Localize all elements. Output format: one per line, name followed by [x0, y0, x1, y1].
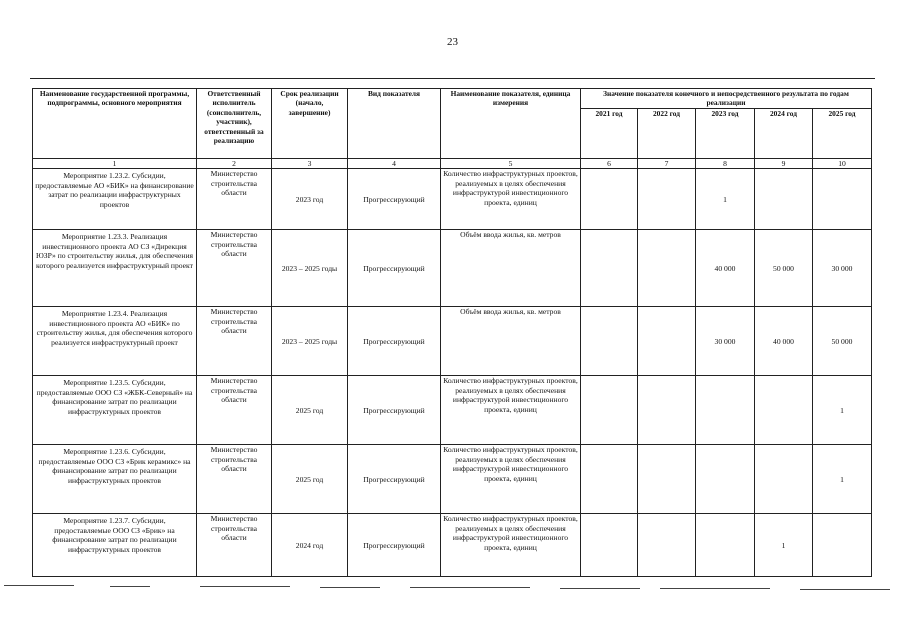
header-year: 2021 год [581, 109, 638, 159]
row-term: 2025 год [272, 445, 348, 514]
row-value-2023: 30 000 [696, 307, 755, 376]
row-value-2024 [755, 376, 813, 445]
row-name: Мероприятие 1.23.7. Субсидии, предоставляемые ООО СЗ «Брик» на финансирование затрат по реализации инфраструктурных проектов [33, 514, 197, 577]
row-value-2022 [638, 230, 696, 307]
header-term: Срок реализации (начало, завершение) [272, 89, 348, 159]
row-indicator: Объём ввода жилья, кв. метров [441, 307, 581, 376]
row-value-2025 [813, 514, 872, 577]
column-index: 9 [755, 159, 813, 169]
row-value-2024: 50 000 [755, 230, 813, 307]
row-value-2025 [813, 169, 872, 230]
row-term: 2024 год [272, 514, 348, 577]
row-value-2025: 30 000 [813, 230, 872, 307]
row-name: Мероприятие 1.23.3. Реализация инвестиционного проекта АО СЗ «Дирекция ЮЗР» по строительству жилья, для обеспечения которого реализуется инфраструктурный проект [33, 230, 197, 307]
indicators-table [32, 88, 872, 577]
row-term: 2023 – 2025 годы [272, 307, 348, 376]
header-indicator: Наименование показателя, единица измерения [441, 89, 581, 159]
row-indicator: Объём ввода жилья, кв. метров [441, 230, 581, 307]
row-value-2021 [581, 307, 638, 376]
row-executor: Министерство строительства области [197, 445, 272, 514]
column-index: 7 [638, 159, 696, 169]
page-number: 23 [447, 36, 458, 48]
row-value-2024: 1 [755, 514, 813, 577]
column-index: 5 [441, 159, 581, 169]
row-indicator: Количество инфраструктурных проектов, реализуемых в целях обеспечения инфраструктурой инвестиционного проекта, единиц [441, 514, 581, 577]
row-type: Прогрессирующий [348, 376, 441, 445]
row-term: 2025 год [272, 376, 348, 445]
row-name: Мероприятие 1.23.4. Реализация инвестиционного проекта АО «БИК» по строительству жилья, для обеспечения которого реализуется инфраструктурный проект [33, 307, 197, 376]
row-executor: Министерство строительства области [197, 514, 272, 577]
column-index: 8 [696, 159, 755, 169]
column-index: 2 [197, 159, 272, 169]
row-value-2021 [581, 376, 638, 445]
row-value-2023 [696, 514, 755, 577]
row-executor: Министерство строительства области [197, 376, 272, 445]
row-value-2023: 1 [696, 169, 755, 230]
table-row [33, 514, 872, 577]
header-type: Вид показателя [348, 89, 441, 159]
header-year: 2023 год [696, 109, 755, 159]
row-name: Мероприятие 1.23.2. Субсидии, предоставляемые АО «БИК» на финансирование затрат по реализации инфраструктурных проектов [33, 169, 197, 230]
row-value-2024 [755, 169, 813, 230]
column-index: 10 [813, 159, 872, 169]
row-value-2023: 40 000 [696, 230, 755, 307]
header-year: 2024 год [755, 109, 813, 159]
top-rule [30, 78, 875, 79]
row-value-2025: 1 [813, 376, 872, 445]
table-row [33, 445, 872, 514]
table-row [33, 376, 872, 445]
column-index: 1 [33, 159, 197, 169]
scan-edge-lines [0, 583, 905, 597]
row-executor: Министерство строительства области [197, 307, 272, 376]
row-value-2025: 50 000 [813, 307, 872, 376]
row-type: Прогрессирующий [348, 445, 441, 514]
row-value-2021 [581, 445, 638, 514]
row-executor: Министерство строительства области [197, 230, 272, 307]
row-value-2022 [638, 307, 696, 376]
row-value-2021 [581, 169, 638, 230]
row-term: 2023 год [272, 169, 348, 230]
row-value-2023 [696, 445, 755, 514]
row-value-2023 [696, 376, 755, 445]
row-value-2021 [581, 230, 638, 307]
row-value-2022 [638, 514, 696, 577]
header-name: Наименование государственной программы, подпрограммы, основного мероприятия [33, 89, 197, 159]
row-indicator: Количество инфраструктурных проектов, реализуемых в целях обеспечения инфраструктурой инвестиционного проекта, единиц [441, 169, 581, 230]
column-index: 6 [581, 159, 638, 169]
row-term: 2023 – 2025 годы [272, 230, 348, 307]
row-value-2021 [581, 514, 638, 577]
row-value-2024 [755, 445, 813, 514]
header-year: 2025 год [813, 109, 872, 159]
row-name: Мероприятие 1.23.5. Субсидии, предоставляемые ООО СЗ «ЖБК-Северный» на финансирование затрат по реализации инфраструктурных проектов [33, 376, 197, 445]
table-row [33, 307, 872, 376]
row-type: Прогрессирующий [348, 514, 441, 577]
header-executor: Ответственный исполнитель (соисполнитель, участник), ответственный за реализацию [197, 89, 272, 159]
row-indicator: Количество инфраструктурных проектов, реализуемых в целях обеспечения инфраструктурой инвестиционного проекта, единиц [441, 445, 581, 514]
row-value-2024: 40 000 [755, 307, 813, 376]
column-index: 4 [348, 159, 441, 169]
column-index: 3 [272, 159, 348, 169]
row-name: Мероприятие 1.23.6. Субсидии, предоставляемые ООО СЗ «Брик керамикс» на финансирование затрат по реализации инфраструктурных проектов [33, 445, 197, 514]
row-indicator: Количество инфраструктурных проектов, реализуемых в целях обеспечения инфраструктурой инвестиционного проекта, единиц [441, 376, 581, 445]
row-type: Прогрессирующий [348, 307, 441, 376]
row-value-2025: 1 [813, 445, 872, 514]
row-value-2022 [638, 169, 696, 230]
header-row-1 [33, 89, 872, 109]
row-executor: Министерство строительства области [197, 169, 272, 230]
row-value-2022 [638, 445, 696, 514]
table-row [33, 230, 872, 307]
column-index-row [33, 159, 872, 169]
row-value-2022 [638, 376, 696, 445]
row-type: Прогрессирующий [348, 169, 441, 230]
header-year: 2022 год [638, 109, 696, 159]
table-row [33, 169, 872, 230]
header-values-group: Значение показателя конечного и непосредственного результата по годам реализации [581, 89, 872, 109]
row-type: Прогрессирующий [348, 230, 441, 307]
